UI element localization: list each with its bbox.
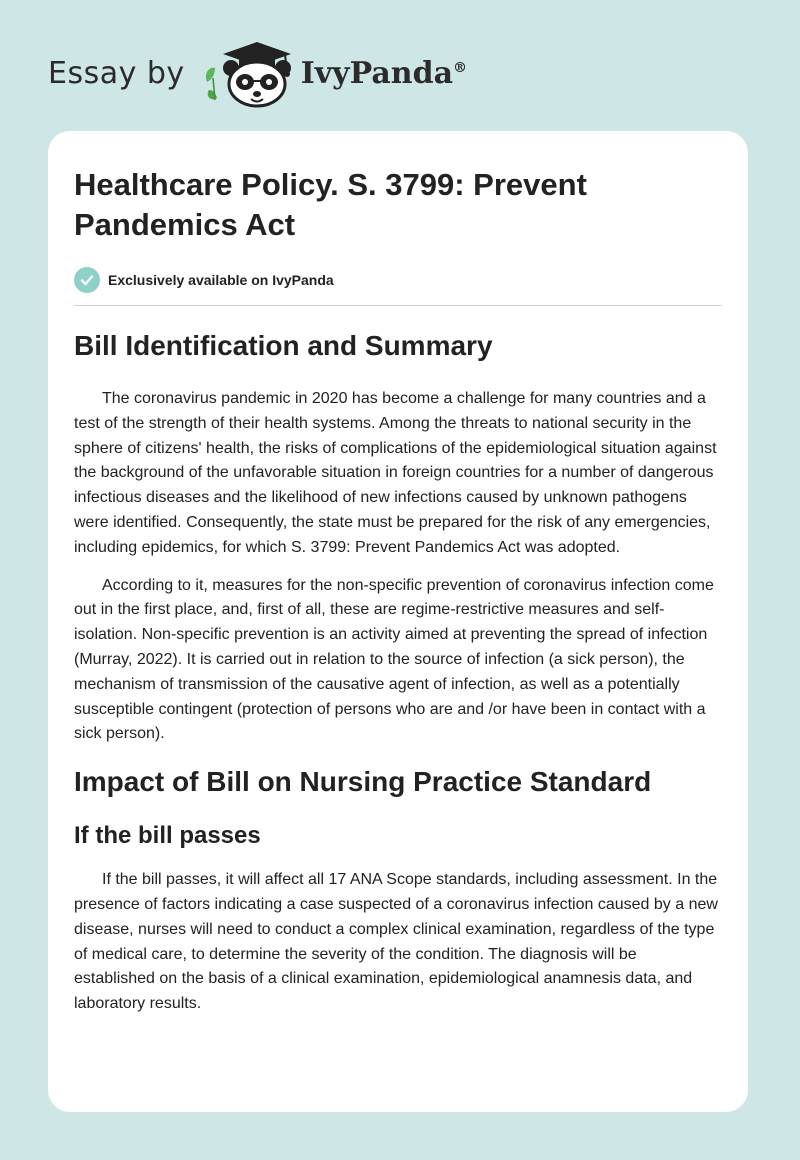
paragraph: The coronavirus pandemic in 2020 has become a challenge for many countries and a test of the strength of their health systems. Among the threats to national security in the sphere of citizens' health, the risks of complications of the epidemiological situation against the background of the unfavorable situation in foreign countries for a number of dangerous infectious diseases and the likelihood of new infections caused by unknown pathogens were identified. Consequently, the state must be prepared for the risk of any emergencies, including epidemics, for which S. 3799: Prevent Pandemics Act was adopted. (74, 390, 717, 556)
exclusive-badge (74, 267, 722, 293)
paragraph: According to it, measures for the non-specific prevention of coronavirus infection come out in the first place, and, first of all, these are regime-restrictive measures and self-isolation. Non-specific prevention is an activity aimed at preventing the spread of infection (Murray, 2022). It is carried out in relation to the source of infection (a sick person), the mechanism of transmission of the causative agent of infection, as well as a potentially susceptible contingent (protection of persons who are and /or have been in contact with a sick person). (74, 576, 714, 743)
subheading-if-bill-passes: If the bill passes (74, 822, 261, 850)
check-icon (74, 267, 100, 293)
paragraph: If the bill passes, it will affect all 17 ANA Scope standards, including assessment. In the presence of factors indicating a case suspected of a coronavirus infection caused by a new disease, nurses will need to conduct a complex clinical examination, regardless of the type of medical care, to determine the severity of the condition. The diagnosis will be established on the basis of a clinical examination, epidemiological anamnesis data, and laboratory results. (74, 871, 718, 1013)
section-heading-impact: Impact of Bill on Nursing Practice Standard (74, 766, 652, 798)
exclusive-badge-label: Exclusively available on IvyPanda (108, 272, 334, 288)
panda-logo-icon[interactable] (201, 38, 297, 108)
title-divider (74, 305, 722, 306)
brand-name[interactable]: IvyPanda® (300, 55, 468, 91)
page-title: Healthcare Policy. S. 3799: Prevent Pandemics Act (74, 167, 587, 242)
essay-card (48, 131, 748, 1112)
site-header (48, 38, 467, 108)
essay-by-label: Essay by (48, 55, 185, 91)
section-heading-bill-identification: Bill Identification and Summary (74, 330, 493, 361)
